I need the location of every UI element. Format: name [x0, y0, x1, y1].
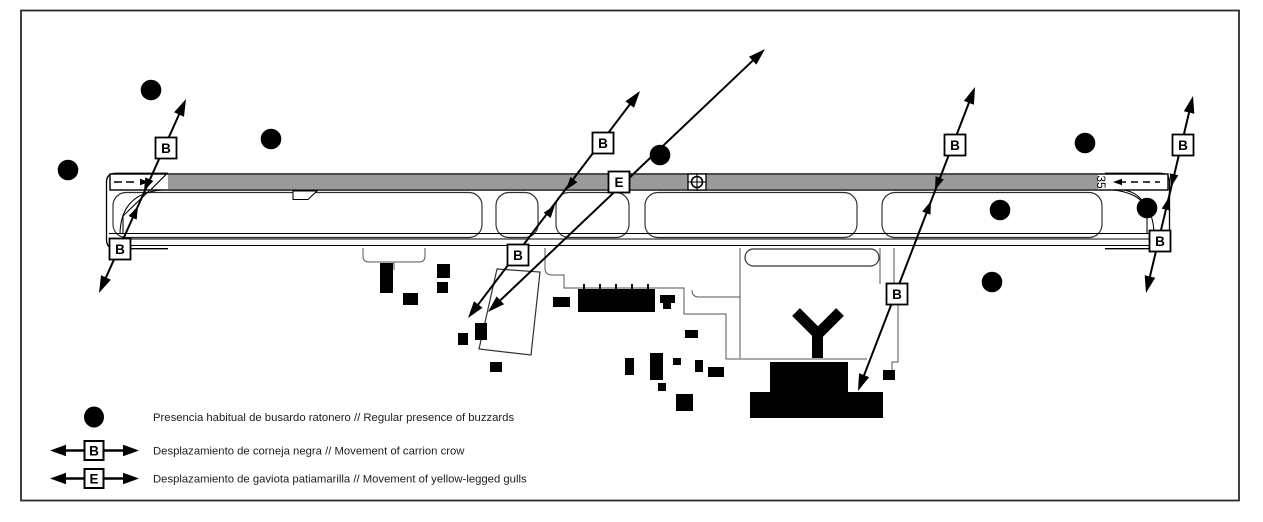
building: [437, 282, 448, 293]
building: [658, 383, 666, 391]
marker-letter: B: [89, 443, 99, 459]
arrowhead-icon: [1184, 96, 1195, 114]
chart-border: [21, 11, 1239, 501]
building: [437, 264, 450, 278]
strip-cell: [556, 193, 629, 238]
arrowhead-icon: [174, 99, 186, 117]
reference-point-symbol: [688, 173, 706, 191]
building: [676, 394, 693, 411]
building: [695, 360, 703, 372]
legend-label: Desplazamiento de corneja negra // Movement of carrion crow: [153, 445, 465, 458]
antenna-y-symbol: [796, 312, 840, 358]
strip-cell: [645, 193, 857, 238]
buzzard-dot-symbol: [84, 407, 104, 428]
building: [403, 293, 418, 305]
runway-designator: 35: [1094, 175, 1108, 189]
marker-letter: B: [892, 286, 902, 302]
runway-surface: [168, 175, 1098, 189]
runway-bay-notch: [293, 191, 317, 200]
building: [475, 323, 487, 340]
buzzard-presence-dot: [1075, 133, 1096, 154]
building: [380, 263, 393, 293]
buzzard-presence-dot: [1137, 198, 1158, 219]
building: [770, 362, 848, 392]
arrowhead-icon: [858, 373, 869, 391]
building: [663, 303, 671, 309]
buzzard-presence-dot: [982, 272, 1003, 293]
crow-movement-line: [1147, 101, 1192, 288]
arrowhead-icon: [468, 301, 483, 318]
building: [650, 353, 663, 380]
arrowhead-icon: [625, 91, 640, 108]
buzzard-presence-dot: [58, 160, 79, 181]
arrowhead-icon: [50, 473, 66, 485]
arrowhead-icon: [123, 473, 139, 485]
marker-letter: B: [161, 140, 171, 156]
building: [458, 333, 468, 345]
legend-label: Presencia habitual de busardo ratonero // Regular presence of buzzards: [153, 412, 515, 424]
marker-letter: B: [1155, 233, 1165, 249]
building: [578, 289, 655, 312]
buzzard-presence-dot: [141, 80, 162, 101]
building: [625, 358, 634, 375]
arrowhead-icon: [50, 445, 66, 457]
marker-letter: B: [513, 247, 523, 263]
apron-edge: [883, 303, 898, 371]
arrowhead-icon: [123, 445, 139, 457]
marker-letter: B: [1178, 137, 1188, 153]
taxiway-connector: [880, 248, 894, 284]
marker-letter: E: [614, 174, 624, 190]
strip-cell: [496, 193, 538, 238]
secondary-apron: [479, 269, 540, 355]
holding-bay: [745, 249, 879, 266]
marker-letter: B: [598, 135, 608, 151]
building: [750, 392, 883, 418]
arrowhead-icon: [99, 275, 111, 293]
mid-arrowhead-icon: [129, 206, 138, 220]
building: [685, 330, 698, 338]
legend: [50, 407, 527, 489]
mid-arrowhead-icon: [1170, 173, 1179, 187]
legend-row-gulls: [50, 469, 527, 488]
movement-arrows: [99, 49, 1194, 391]
marker-letter: B: [950, 137, 960, 153]
runway: [110, 173, 1168, 200]
marker-letter: E: [89, 471, 99, 487]
legend-row-crow: [50, 441, 465, 460]
building: [883, 370, 895, 380]
buzzard-presence-dot: [990, 200, 1011, 221]
service-road: [692, 290, 740, 297]
service-road: [363, 248, 425, 262]
arrowhead-icon: [1145, 275, 1156, 293]
parallel-taxiway: [109, 234, 1169, 246]
legend-row-buzzards: [84, 407, 514, 428]
legend-label: Desplazamiento de gaviota patiamarilla // Movement of yellow-legged gulls: [153, 473, 527, 486]
mid-arrowhead-icon: [1162, 197, 1171, 211]
buzzard-presence-dot: [261, 129, 282, 150]
building: [553, 297, 570, 307]
marker-letter: B: [115, 241, 125, 257]
crow-movement-line: [101, 104, 184, 289]
building: [660, 295, 675, 303]
building: [673, 358, 681, 365]
building: [708, 367, 724, 377]
arrowhead-icon: [964, 87, 975, 105]
building: [490, 362, 502, 372]
mid-arrowhead-icon: [922, 201, 931, 215]
